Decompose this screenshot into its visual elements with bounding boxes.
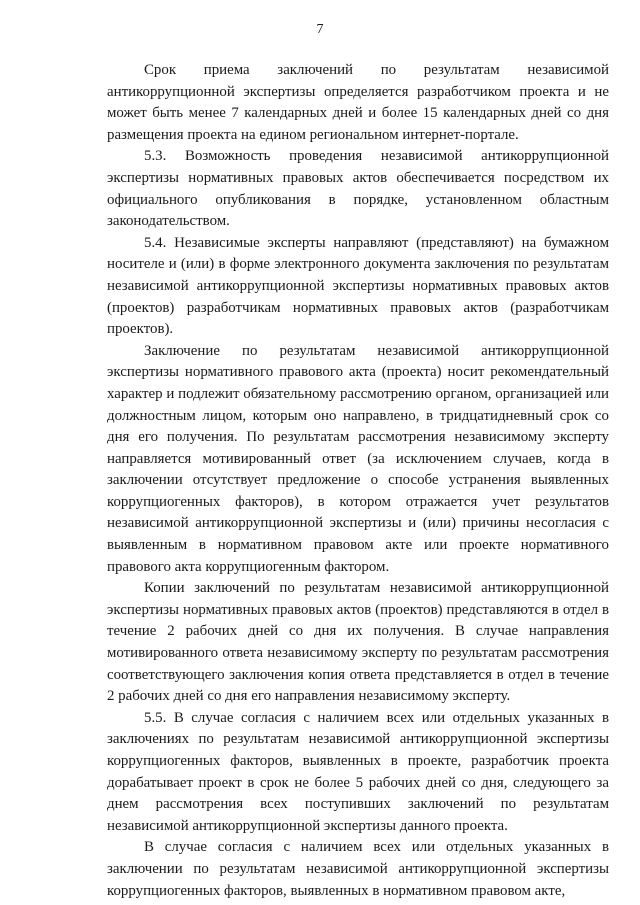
paragraph-5-3: 5.3. Возможность проведения независимой антикоррупционной экспертизы нормативных правовых актов обеспечивается посредством их официального опубликования в порядке, установленном областным законодательством. bbox=[107, 148, 609, 230]
paragraph-copies: Копии заключений по результатам независимой антикоррупционной экспертизы нормативных правовых актов (проектов) представляются в отдел в течение 2 рабочих дней со дня их получения. В случае направления мотивированного ответа независимому эксперту по результатам рассмотрения соответствующего заключения копия ответа представляется в отдел в течение 2 рабочих дней со дня его направления независимому эксперту. bbox=[107, 580, 609, 705]
page-number: 7 bbox=[316, 22, 324, 37]
paragraph-agreement-act: В случае согласия с наличием всех или отдельных указанных в заключении по результатам независимой антикоррупционной экспертизы коррупциогенных факторов, выявленных в нормативном правовом акте, bbox=[107, 839, 609, 899]
paragraph-5-4: 5.4. Независимые эксперты направляют (представляют) на бумажном носителе и (или) в форме электронного документа заключения по результатам независимой антикоррупционной экспертизы нормативных правовых актов (проектов) разработчикам нормативных правовых актов (разработчикам проектов). bbox=[107, 234, 609, 338]
document-body bbox=[107, 60, 609, 902]
paragraph-conclusion-review: Заключение по результатам независимой антикоррупционной экспертизы нормативного правового акта (проекта) носит рекомендательный характер и подлежит обязательному рассмотрению органом, организацией или должностным лицом, которым оно направлено, в тридцатидневный срок со дня его получения. По результатам рассмотрения независимому эксперту направляется мотивированный ответ (за исключением случаев, когда в заключении отсутствует предложение о способе устранения выявленных коррупциогенных факторов), в котором отражается учет результатов независимой антикоррупционной экспертизы и (или) причины несогласия с выявленным в нормативном правовом акте или проекте нормативного правового акта коррупциогенным фактором. bbox=[107, 342, 609, 575]
paragraph-5-5: 5.5. В случае согласия с наличием всех или отдельных указанных в заключениях по результатам независимой антикоррупционной экспертизы коррупциогенных факторов, выявленных в проекте, разработчик проекта дорабатывает проект в срок не более 5 рабочих дней со дня, следующего за днем рассмотрения всех поступивших заключений по результатам независимой антикоррупционной экспертизы данного проекта. bbox=[107, 709, 609, 834]
paragraph-review-deadline: Срок приема заключений по результатам независимой антикоррупционной экспертизы определяется разработчиком проекта и не может быть менее 7 календарных дней и более 15 календарных дней со дня размещения проекта на едином региональном интернет-портале. bbox=[107, 62, 609, 143]
